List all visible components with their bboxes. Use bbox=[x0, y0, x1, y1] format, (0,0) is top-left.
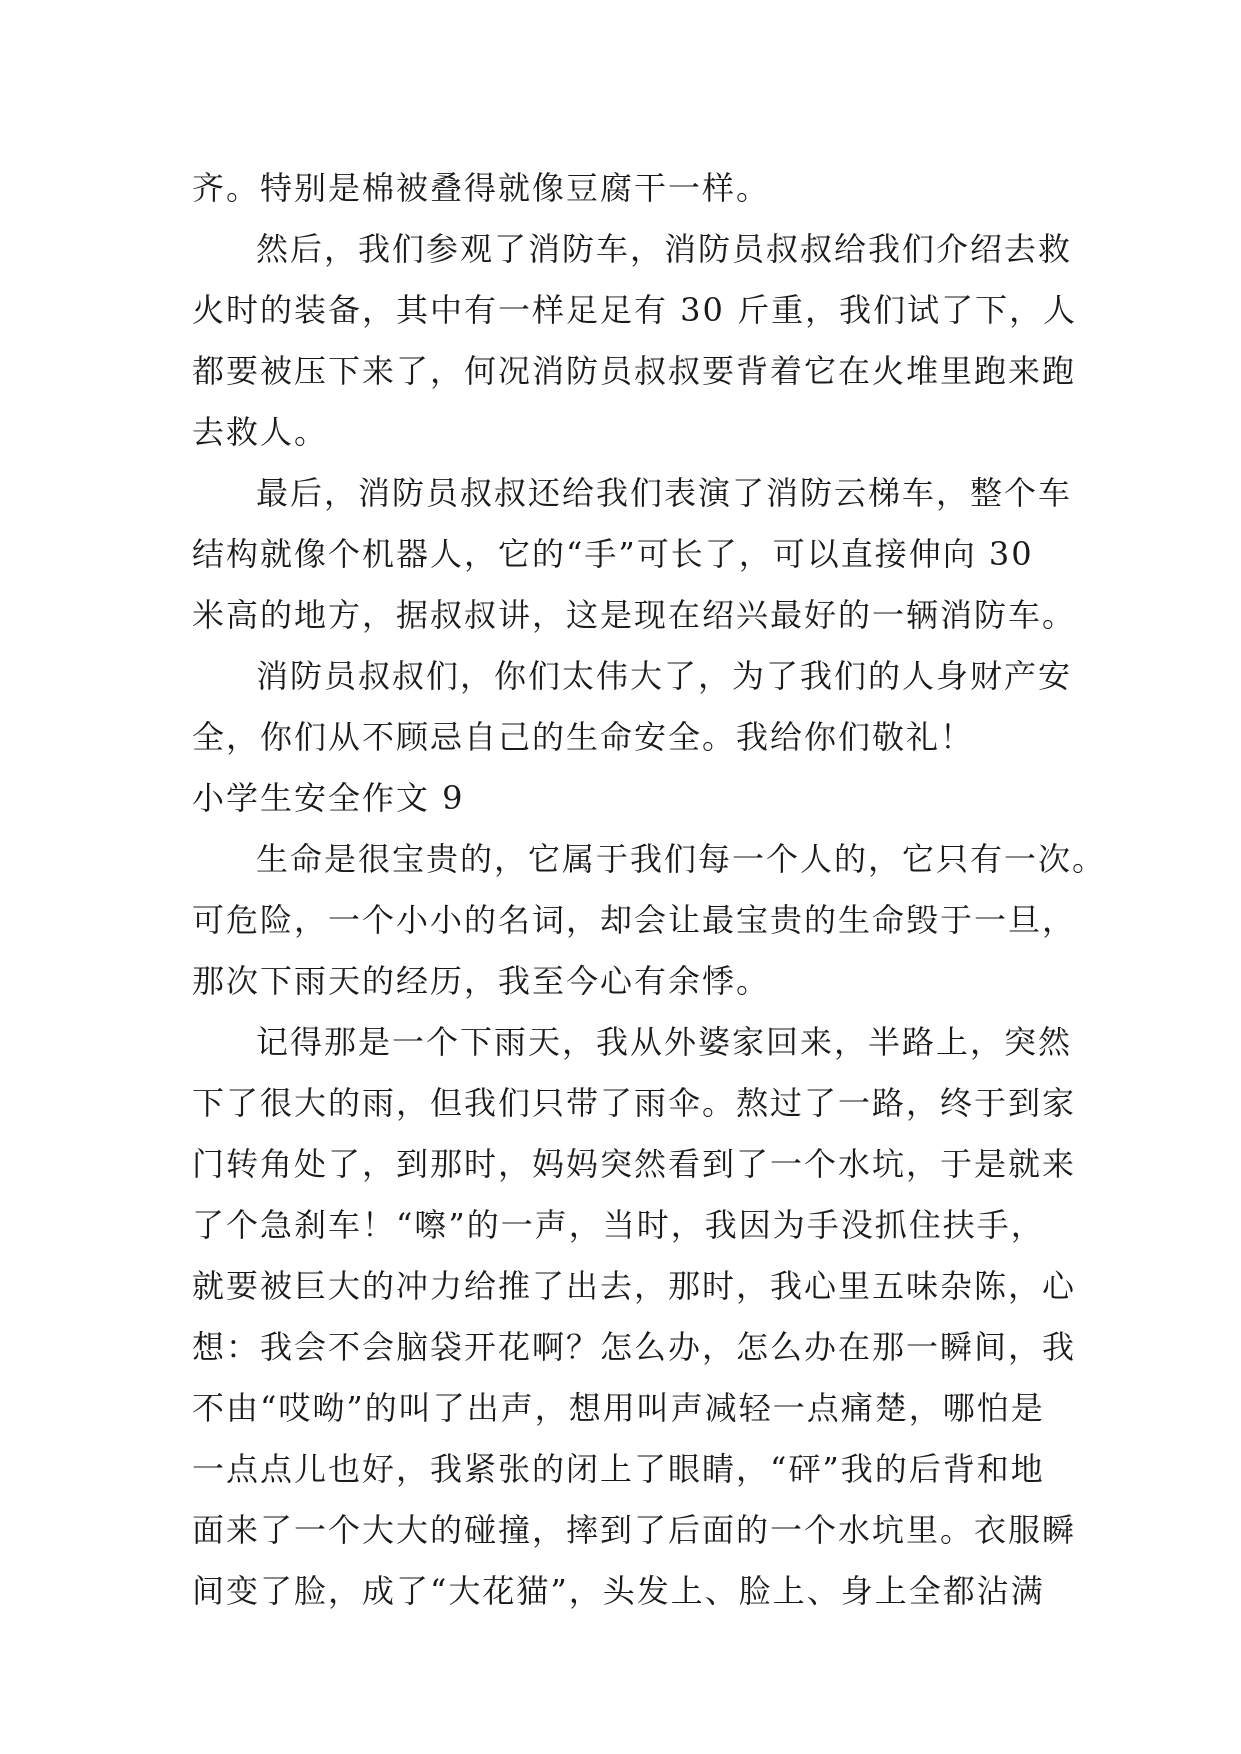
text-line: 了个急刹车！“嚓”的一声，当时，我因为手没抓住扶手， bbox=[192, 1206, 1045, 1244]
text-line: 想：我会不会脑袋开花啊？怎么办，怎么办在那一瞬间，我 bbox=[192, 1328, 1077, 1366]
text-line: 间变了脸，成了“大花猫”，头发上、脸上、身上全都沾满 bbox=[192, 1572, 1045, 1610]
section-heading: 小学生安全作文 9 bbox=[192, 779, 465, 817]
text-line: 都要被压下来了，何况消防员叔叔要背着它在火堆里跑来跑 bbox=[192, 352, 1077, 390]
paragraph-start: 最后，消防员叔叔还给我们表演了消防云梯车，整个车 bbox=[256, 474, 1073, 512]
text-line: 齐。特别是棉被叠得就像豆腐干一样。 bbox=[192, 169, 771, 207]
paragraph-start: 记得那是一个下雨天，我从外婆家回来，半路上，突然 bbox=[256, 1023, 1073, 1061]
text-line: 下了很大的雨，但我们只带了雨伞。熬过了一路，终于到家 bbox=[192, 1084, 1077, 1122]
text-line: 面来了一个大大的碰撞，摔到了后面的一个水坑里。衣服瞬 bbox=[192, 1511, 1077, 1549]
text-line: 不由“哎呦”的叫了出声，想用叫声减轻一点痛楚，哪怕是 bbox=[192, 1389, 1045, 1427]
text-line: 可危险，一个小小的名词，却会让最宝贵的生命毁于一旦， bbox=[192, 901, 1077, 939]
text-line: 就要被巨大的冲力给推了出去，那时，我心里五味杂陈，心 bbox=[192, 1267, 1077, 1305]
text-line: 去救人。 bbox=[192, 413, 329, 451]
text-line: 那次下雨天的经历，我至今心有余悸。 bbox=[192, 962, 771, 1000]
text-line: 门转角处了，到那时，妈妈突然看到了一个水坑，于是就来 bbox=[192, 1145, 1077, 1183]
text-line: 火时的装备，其中有一样足足有 30 斤重，我们试了下，人 bbox=[192, 291, 1078, 329]
text-line: 结构就像个机器人，它的“手”可长了，可以直接伸向 30 bbox=[192, 535, 1034, 573]
text-line: 米高的地方，据叔叔讲，这是现在绍兴最好的一辆消防车。 bbox=[192, 596, 1077, 634]
paragraph-start: 生命是很宝贵的，它属于我们每一个人的，它只有一次。 bbox=[256, 840, 1107, 878]
paragraph-start: 消防员叔叔们，你们太伟大了，为了我们的人身财产安 bbox=[256, 657, 1073, 695]
paragraph-start: 然后，我们参观了消防车，消防员叔叔给我们介绍去救 bbox=[256, 230, 1073, 268]
text-line: 一点点儿也好，我紧张的闭上了眼睛，“砰”我的后背和地 bbox=[192, 1450, 1045, 1488]
text-line: 全，你们从不顾忌自己的生命安全。我给你们敬礼！ bbox=[192, 718, 975, 756]
